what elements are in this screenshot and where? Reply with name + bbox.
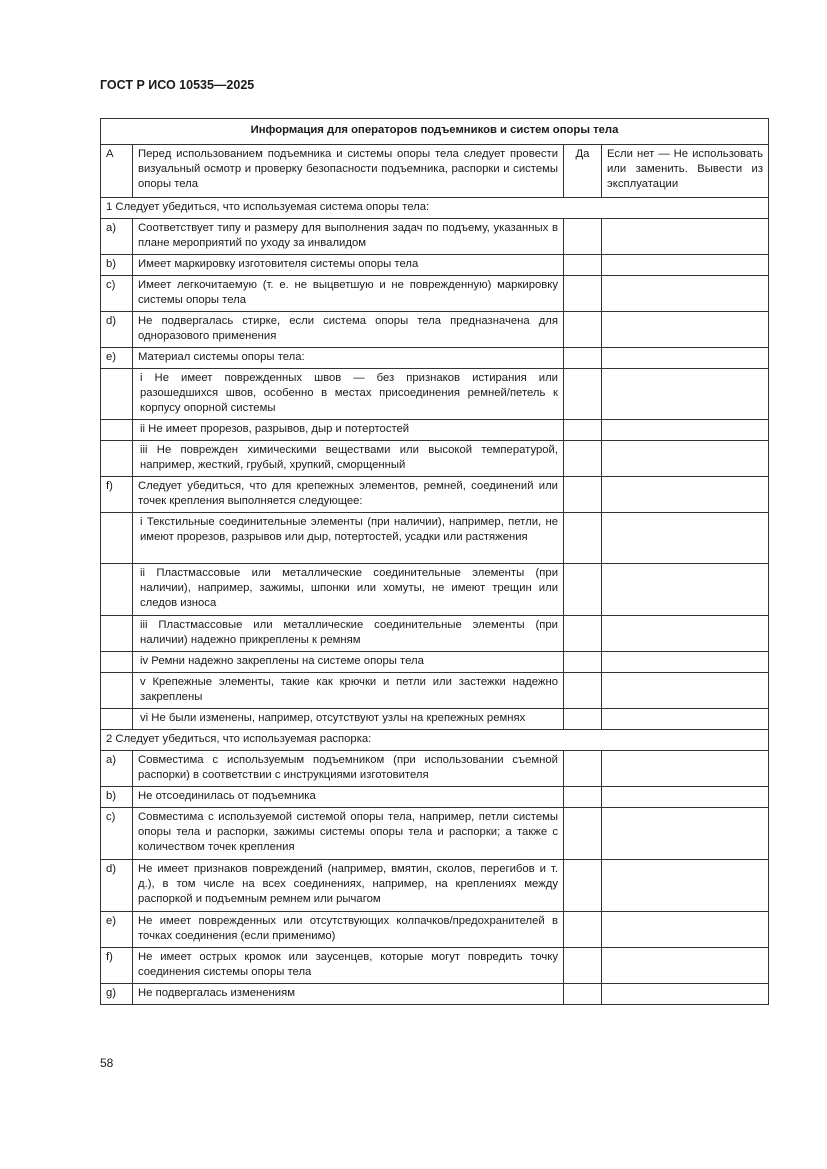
no-action-cell[interactable]	[602, 787, 769, 808]
item-label: c)	[101, 808, 133, 860]
item-label: a)	[101, 751, 133, 787]
page-number: 58	[100, 1056, 114, 1070]
item-label: f)	[101, 477, 133, 513]
document-header: ГОСТ Р ИСО 10535—2025	[100, 78, 255, 92]
no-action-cell[interactable]	[602, 912, 769, 948]
item-text: Имеет маркировку изготовителя системы опоры тела	[133, 255, 564, 276]
checklist-row	[101, 616, 769, 652]
checklist-row	[101, 751, 769, 787]
checklist-row	[101, 787, 769, 808]
item-text: i Не имеет поврежденных швов — без признаков истирания или разошедшихся швов, особенно в местах присоединения ремней/петель к корпусу опорной системы	[133, 369, 564, 420]
yes-checkbox-cell[interactable]	[564, 751, 602, 787]
yes-checkbox-cell[interactable]	[564, 616, 602, 652]
item-text: v Крепежные элементы, такие как крючки и петли или застежки надежно закреплены	[133, 673, 564, 709]
item-label: d)	[101, 312, 133, 348]
item-text: Не имеет признаков повреждений (например, вмятин, сколов, перегибов и т. д.), в том числе на всех соединениях, например, на креплениях между распоркой и подъемным ремнем или рычагом	[133, 860, 564, 912]
checklist-row	[101, 808, 769, 860]
item-text: Материал системы опоры тела:	[133, 348, 564, 369]
no-action-cell[interactable]	[602, 255, 769, 276]
no-action-cell[interactable]	[602, 312, 769, 348]
checklist-row	[101, 513, 769, 564]
checklist-row	[101, 860, 769, 912]
item-text: iii Пластмассовые или металлические соединительные элементы (при наличии) надежно прикреплены к ремням	[133, 616, 564, 652]
item-label: c)	[101, 276, 133, 312]
no-action-cell[interactable]	[602, 369, 769, 420]
intro-text: Перед использованием подъемника и системы опоры тела следует провести визуальный осмотр и проверку безопасности подъемника, распорки и системы опоры тела	[133, 145, 564, 198]
intro-row	[101, 145, 769, 198]
yes-checkbox-cell[interactable]	[564, 673, 602, 709]
section-2-rows	[101, 751, 769, 1005]
item-text: Не отсоединилась от подъемника	[133, 787, 564, 808]
yes-checkbox-cell[interactable]	[564, 912, 602, 948]
no-action-cell[interactable]	[602, 751, 769, 787]
item-text: iv Ремни надежно закреплены на системе опоры тела	[133, 652, 564, 673]
section-1-title: 1 Следует убедиться, что используемая система опоры тела:	[101, 198, 769, 219]
item-text: Имеет легкочитаемую (т. е. не выцветшую и не поврежденную) маркировку системы опоры тела	[133, 276, 564, 312]
item-label: b)	[101, 787, 133, 808]
checklist-row	[101, 348, 769, 369]
no-action-cell[interactable]	[602, 564, 769, 616]
checklist-row	[101, 912, 769, 948]
item-text: Совместима с используемой системой опоры тела, например, петли системы опоры тела и распорки, зажимы системы опоры тела и распорки; а также с количеством точек крепления	[133, 808, 564, 860]
no-action-cell[interactable]	[602, 984, 769, 1005]
checklist-row	[101, 564, 769, 616]
no-action-cell[interactable]	[602, 652, 769, 673]
no-action-cell[interactable]	[602, 513, 769, 564]
checklist-table	[100, 118, 769, 1005]
yes-checkbox-cell[interactable]	[564, 948, 602, 984]
yes-checkbox-cell[interactable]	[564, 369, 602, 420]
intro-label: А	[101, 145, 133, 198]
item-label: g)	[101, 984, 133, 1005]
yes-checkbox-cell[interactable]	[564, 312, 602, 348]
item-text: Не имеет поврежденных или отсутствующих колпачков/предохранителей в точках соединения (если применимо)	[133, 912, 564, 948]
checklist-row	[101, 312, 769, 348]
item-text: Соответствует типу и размеру для выполнения задач по подъему, указанных в плане мероприятий по уходу за инвалидом	[133, 219, 564, 255]
item-label	[101, 564, 133, 616]
no-action-cell[interactable]	[602, 808, 769, 860]
no-action-cell[interactable]	[602, 860, 769, 912]
no-action-cell[interactable]	[602, 616, 769, 652]
checklist-row	[101, 255, 769, 276]
item-label	[101, 441, 133, 477]
table-title: Информация для операторов подъемников и систем опоры тела	[101, 119, 769, 145]
item-label: d)	[101, 860, 133, 912]
section-1-rows	[101, 219, 769, 730]
yes-checkbox-cell[interactable]	[564, 276, 602, 312]
yes-checkbox-cell[interactable]	[564, 441, 602, 477]
checklist-row	[101, 652, 769, 673]
yes-checkbox-cell[interactable]	[564, 420, 602, 441]
no-action-cell[interactable]	[602, 219, 769, 255]
yes-checkbox-cell[interactable]	[564, 564, 602, 616]
item-text: Следует убедиться, что для крепежных элементов, ремней, соединений или точек крепления выполняется следующее:	[133, 477, 564, 513]
yes-checkbox-cell[interactable]	[564, 652, 602, 673]
no-action-cell[interactable]	[602, 276, 769, 312]
item-text: i Текстильные соединительные элементы (при наличии), например, петли, не имеют прорезов, разрывов или дыр, потертостей, усадки или растяжения	[133, 513, 564, 564]
yes-checkbox-cell[interactable]	[564, 255, 602, 276]
item-label: e)	[101, 912, 133, 948]
item-label	[101, 652, 133, 673]
checklist-row	[101, 420, 769, 441]
item-label	[101, 616, 133, 652]
yes-checkbox-cell[interactable]	[564, 808, 602, 860]
item-label: a)	[101, 219, 133, 255]
item-text: Не подвергалась изменениям	[133, 984, 564, 1005]
item-text: ii Пластмассовые или металлические соединительные элементы (при наличии), например, зажимы, шпонки или хомуты, не имеют трещин или следов износа	[133, 564, 564, 616]
checklist-row	[101, 948, 769, 984]
item-text: iii Не поврежден химическими веществами или высокой температурой, например, жесткий, грубый, хрупкий, сморщенный	[133, 441, 564, 477]
item-label: f)	[101, 948, 133, 984]
yes-checkbox-cell[interactable]	[564, 860, 602, 912]
no-action-cell[interactable]	[602, 477, 769, 513]
checklist-row	[101, 477, 769, 513]
item-text: vi Не были изменены, например, отсутствуют узлы на крепежных ремнях	[133, 709, 564, 730]
section-row	[101, 198, 769, 219]
item-text: Не подвергалась стирке, если система опоры тела предназначена для одноразового применения	[133, 312, 564, 348]
item-text: Не имеет острых кромок или заусенцев, которые могут повредить точку соединения системы опоры тела	[133, 948, 564, 984]
no-column-header: Если нет — Не использовать или заменить. Вывести из эксплуатации	[602, 145, 769, 198]
item-label: e)	[101, 348, 133, 369]
yes-checkbox-cell[interactable]	[564, 219, 602, 255]
no-action-cell[interactable]	[602, 348, 769, 369]
item-text: ii Не имеет прорезов, разрывов, дыр и потертостей	[133, 420, 564, 441]
yes-checkbox-cell[interactable]	[564, 513, 602, 564]
checklist-row	[101, 709, 769, 730]
yes-checkbox-cell[interactable]	[564, 348, 602, 369]
no-action-cell[interactable]	[602, 420, 769, 441]
item-text: Совместима с используемым подъемником (при использовании съемной распорки) в соответствии с инструкциями изготовителя	[133, 751, 564, 787]
no-action-cell[interactable]	[602, 709, 769, 730]
yes-checkbox-cell[interactable]	[564, 709, 602, 730]
item-label	[101, 369, 133, 420]
checklist-row	[101, 276, 769, 312]
item-label	[101, 709, 133, 730]
section-row	[101, 730, 769, 751]
item-label	[101, 420, 133, 441]
checklist-row	[101, 219, 769, 255]
no-action-cell[interactable]	[602, 441, 769, 477]
table-title-row	[101, 119, 769, 145]
checklist-row	[101, 441, 769, 477]
no-action-cell[interactable]	[602, 673, 769, 709]
yes-column-header: Да	[564, 145, 602, 198]
checklist-row	[101, 984, 769, 1005]
section-2-title: 2 Следует убедиться, что используемая распорка:	[101, 730, 769, 751]
item-label	[101, 673, 133, 709]
yes-checkbox-cell[interactable]	[564, 984, 602, 1005]
item-label: b)	[101, 255, 133, 276]
checklist-row	[101, 673, 769, 709]
no-action-cell[interactable]	[602, 948, 769, 984]
yes-checkbox-cell[interactable]	[564, 787, 602, 808]
item-label	[101, 513, 133, 564]
checklist-row	[101, 369, 769, 420]
yes-checkbox-cell[interactable]	[564, 477, 602, 513]
